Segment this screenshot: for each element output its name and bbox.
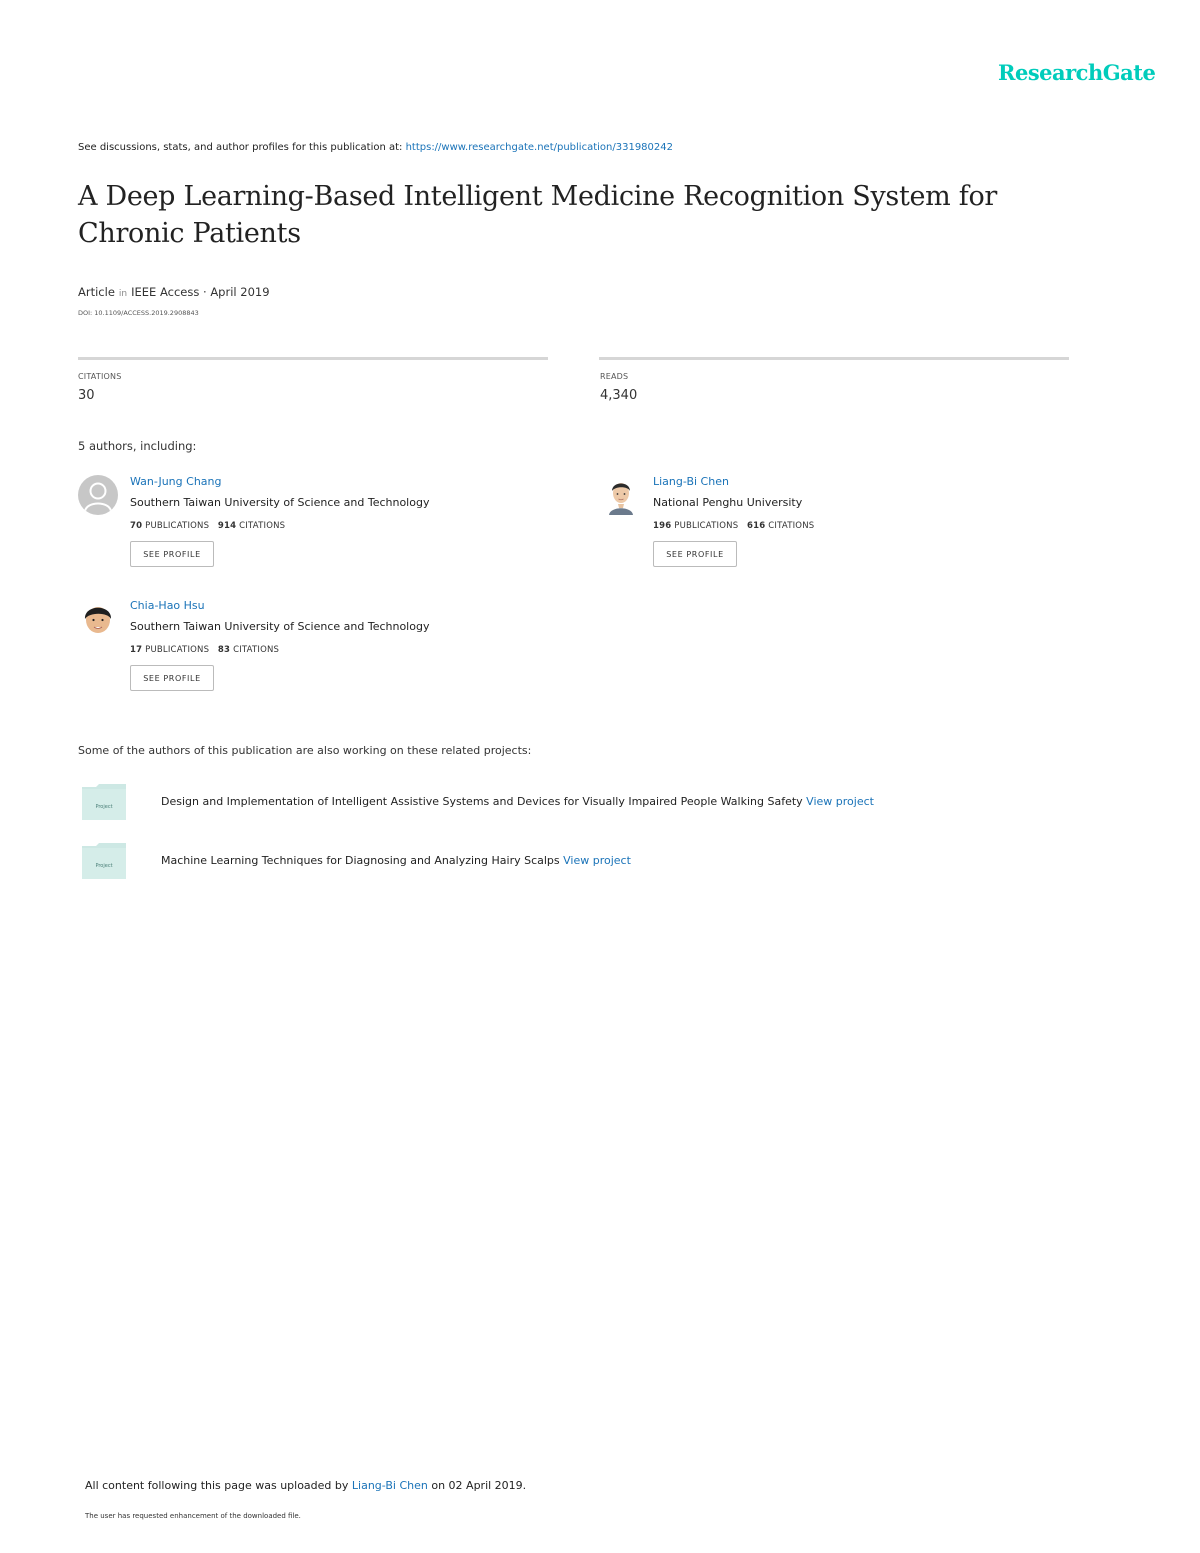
- project-title: Design and Implementation of Intelligent Assistive Systems and Devices for Visually Impaired People Walking Safety: [161, 795, 807, 808]
- author-photo-avatar[interactable]: [601, 475, 641, 515]
- view-project-link[interactable]: View project: [563, 854, 631, 867]
- discussion-line: [78, 142, 673, 153]
- meta-separator-icon: in: [118, 289, 128, 299]
- author-name-link[interactable]: Chia-Hao Hsu: [130, 599, 205, 612]
- citations-count: 914: [217, 521, 237, 531]
- publications-count: 70: [130, 521, 143, 531]
- discussion-text: See discussions, stats, and author profiles for this publication at:: [78, 142, 406, 153]
- see-profile-button[interactable]: SEE PROFILE: [130, 541, 214, 567]
- publications-count: 196: [653, 521, 672, 531]
- author-name-link[interactable]: Liang-Bi Chen: [653, 475, 729, 488]
- publication-meta: [78, 285, 270, 299]
- projects-heading: Some of the authors of this publication are also working on these related projects:: [78, 744, 532, 757]
- project-folder-icon: [82, 784, 126, 820]
- author-institution: Southern Taiwan University of Science and Technology: [130, 496, 430, 509]
- project-title: Machine Learning Techniques for Diagnosing and Analyzing Hairy Scalps: [161, 854, 564, 867]
- project-text: [161, 854, 631, 867]
- publications-count: 17: [130, 645, 143, 655]
- reads-label: READS: [600, 372, 629, 381]
- author-counts: [130, 645, 279, 655]
- author-counts: [130, 521, 285, 531]
- publication-venue: IEEE Access: [131, 285, 200, 299]
- researchgate-logo[interactable]: ResearchGate: [998, 60, 1156, 85]
- project-icon-label: Project: [95, 863, 113, 869]
- project-text: [161, 795, 874, 808]
- citations-count: 83: [217, 645, 231, 655]
- citations-count: 616: [747, 521, 766, 531]
- author-institution: National Penghu University: [653, 496, 803, 509]
- publication-date: April 2019: [210, 285, 270, 299]
- uploaded-suffix: on 02 April 2019.: [427, 1479, 527, 1492]
- see-profile-button[interactable]: SEE PROFILE: [130, 665, 214, 691]
- author-institution: Southern Taiwan University of Science and Technology: [130, 620, 430, 633]
- meta-dot: ·: [199, 285, 211, 299]
- publications-label: PUBLICATIONS: [145, 521, 210, 531]
- publications-label: PUBLICATIONS: [674, 521, 739, 531]
- reads-value: 4,340: [600, 388, 638, 403]
- publication-url-link[interactable]: https://www.researchgate.net/publication/331980242: [405, 142, 673, 153]
- reads-rule: [599, 357, 1069, 360]
- publications-label: PUBLICATIONS: [145, 645, 210, 655]
- see-profile-button[interactable]: SEE PROFILE: [653, 541, 737, 567]
- view-project-link[interactable]: View project: [806, 795, 874, 808]
- citations-label: CITATIONS: [233, 645, 280, 655]
- enhancement-note: The user has requested enhancement of the downloaded file.: [85, 1512, 301, 1520]
- citations-label: CITATIONS: [239, 521, 286, 531]
- uploader-link[interactable]: Liang-Bi Chen: [351, 1479, 428, 1492]
- authors-heading: 5 authors, including:: [78, 439, 197, 453]
- project-folder-icon: [82, 843, 126, 879]
- publication-title: A Deep Learning-Based Intelligent Medicine Recognition System for Chronic Patients: [78, 181, 998, 249]
- uploaded-prefix: All content following this page was uploaded by: [85, 1479, 352, 1492]
- project-icon-label: Project: [95, 804, 113, 810]
- citations-label: CITATIONS: [768, 521, 815, 531]
- publication-type: Article: [78, 285, 115, 299]
- default-avatar-icon[interactable]: [78, 475, 118, 515]
- author-counts: [653, 521, 814, 531]
- author-name-link[interactable]: Wan-Jung Chang: [130, 475, 222, 488]
- citations-value: 30: [78, 388, 95, 403]
- citations-rule: [78, 357, 548, 360]
- publication-doi: DOI: 10.1109/ACCESS.2019.2908843: [78, 309, 199, 317]
- author-photo-avatar[interactable]: [78, 599, 118, 639]
- uploaded-by-line: [85, 1479, 526, 1492]
- citations-label: CITATIONS: [78, 372, 122, 381]
